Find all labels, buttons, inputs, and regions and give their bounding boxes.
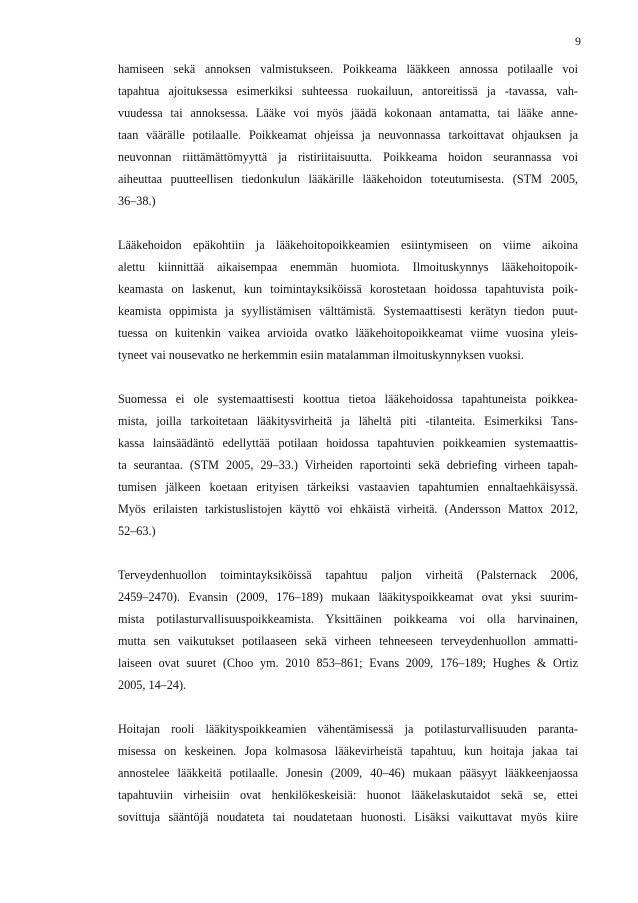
text-line: Terveydenhuollon toimintayksiköissä tapahtuu paljon virheitä (Palsternack 2006, [118,568,578,582]
text-line: kassa lainsäädäntö edellyttää potilaan hoidossa tapahtuvien poikkeamien systemaattis- [118,436,578,450]
text-line: tuessa on kuitenkin vaikea arvioida ovatko lääkehoitopoikkeamat viime vuosina yleis- [118,326,578,340]
text-line: ta seurantaa. (STM 2005, 29–33.) Virheiden raportointi sekä debriefing virheen tapah- [118,458,578,472]
text-line: Suomessa ei ole systemaattisesti koottua tietoa lääkehoidossa tapahtuneista poikkea- [118,392,578,406]
text-line: sovittuja sääntöjä noudateta tai noudatetaan huonosti. Lisäksi vaikuttavat myös kiire [118,810,578,824]
text-line: Lääkehoidon epäkohtiin ja lääkehoitopoikkeamien esiintymiseen on viime aikoina [118,238,578,252]
text-line: tumisen jälkeen koetaan erityisen tärkeiksi vastaavien tapahtumien ennaltaehkäisyssä. [118,480,578,494]
text-line: mista, joilla tarkoitetaan lääkitysvirheitä ja läheltä piti -tilanteita. Esimerkiksi Tans- [118,414,578,428]
text-line: 2005, 14–24). [118,678,187,692]
text-line: vuudessa tai annoksessa. Lääke voi myös jäädä kokonaan antamatta, tai lääke anne- [118,106,578,120]
text-line: hamiseen sekä annoksen valmistukseen. Poikkeama lääkkeen annossa potilaalle voi [118,62,578,76]
text-line: taan väärälle potilaalle. Poikkeamat ohjeissa ja neuvonnassa tarkoittavat ohjauksen ja [118,128,578,142]
paragraph-4 [118,564,578,696]
text-line: 2459–2470). Evansin (2009, 176–189) mukaan lääkityspoikkeamat ovat yksi suurim- [118,590,578,604]
text-line: tapahtuviin virheisiin ovat henkilökeskeisiä: huonot lääkelaskutaidot sekä se, ettei [118,788,578,802]
text-line: 52–63.) [118,524,156,538]
paragraph-5 [118,718,578,828]
text-line: mista potilasturvallisuuspoikkeamista. Yksittäinen poikkeama voi olla harvinainen, [118,612,578,626]
body-text [118,58,578,850]
text-line: misessa on keskeinen. Jopa kolmasosa lääkevirheistä tapahtuu, kun hoitaja jakaa tai [118,744,578,758]
text-line: keamasta on laskenut, kun toimintayksiköissä korostetaan hoidossa tapahtuvista poik- [118,282,578,296]
text-line: tyneet vai nousevatko ne herkemmin esiin matalamman ilmoituskynnyksen vuoksi. [118,348,524,362]
text-line: annostelee lääkkeitä potilaalle. Jonesin (2009, 40–46) mukaan pääsyyt lääkkeenjaossa [118,766,578,780]
text-line: Myös erilaisten tarkistuslistojen käyttö voi ehkäistä virheitä. (Andersson Mattox 2012, [118,502,578,516]
text-line: neuvonnan riittämättömyyttä ja ristiriitaisuutta. Poikkeama hoidon seurannassa voi [118,150,578,164]
text-line: aiheuttaa puutteellisen tiedonkulun lääkärille lääkehoidon toteutumisesta. (STM 2005, [118,172,578,186]
text-line: alettu kiinnittää aikaisempaa enemmän huomiota. Ilmoituskynnys lääkehoitopoik- [118,260,578,274]
paragraph-1 [118,58,578,212]
paragraph-2 [118,234,578,366]
text-line: laiseen ovat suuret (Choo ym. 2010 853–861; Evans 2009, 176–189; Hughes & Ortiz [118,656,578,670]
text-line: 36–38.) [118,194,156,208]
paragraph-3 [118,388,578,542]
text-line: mutta sen vaikutukset potilaaseen sekä virheen tehneeseen terveydenhuollon ammatti- [118,634,578,648]
text-line: Hoitajan rooli lääkityspoikkeamien vähentämisessä ja potilasturvallisuuden paranta- [118,722,578,736]
text-line: keamista oppimista ja syyllistämisen välttämistä. Systemaattisesti kerätyn tiedon puut- [118,304,578,318]
text-line: tapahtua ajoituksessa esimerkiksi suhteessa ruokailuun, antoreitissä ja -tavassa, vah- [118,84,578,98]
page-number: 9 [575,34,581,48]
